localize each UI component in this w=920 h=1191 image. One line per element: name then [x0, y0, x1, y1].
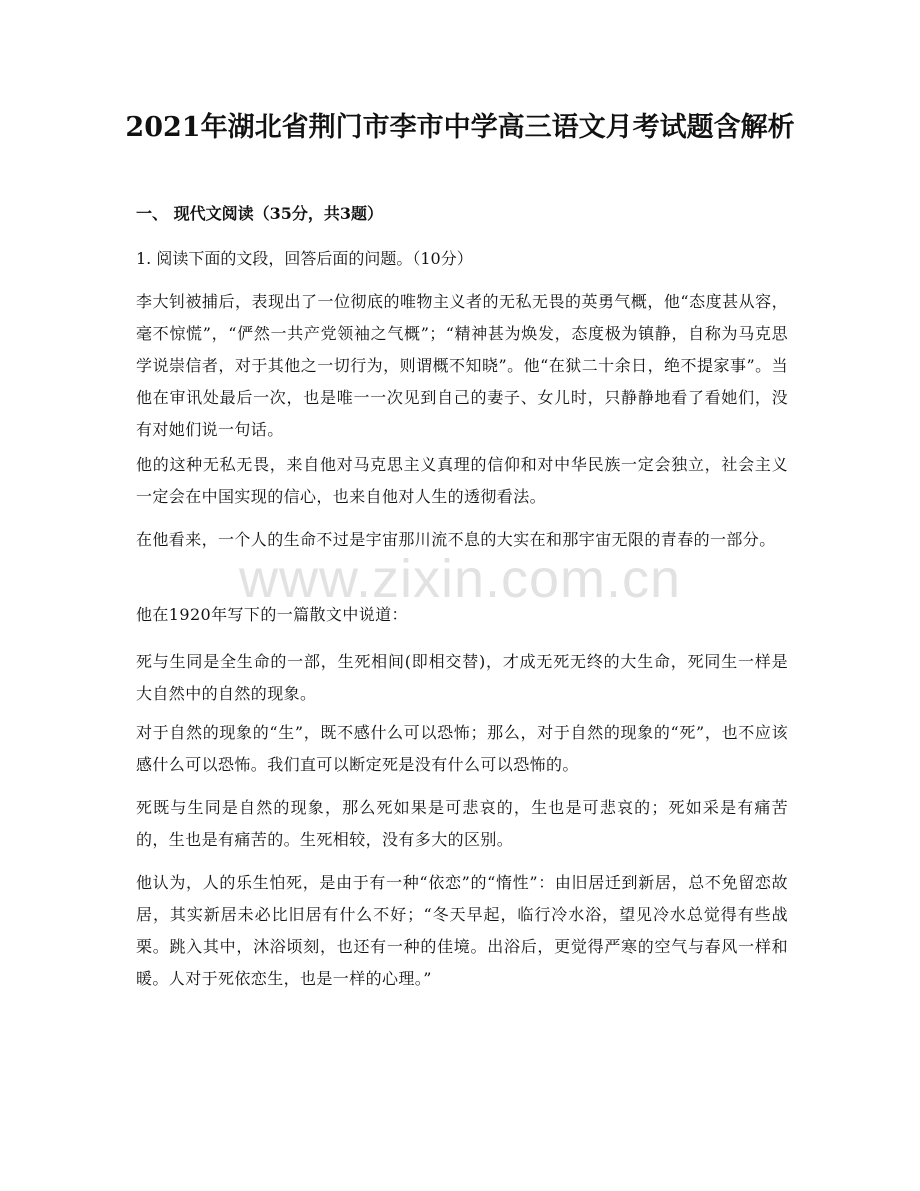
paragraph-8: 他认为，人的乐生怕死，是由于有一种“依恋”的“惰性”：由旧居迁到新居，总不免留恋故居，其实新居未必比旧居有什么不好；“冬天早起，临行冷水浴，望见冷水总觉得有些战栗。跳入其中，沐浴顷刻，也还有一种的佳境。出浴后，更觉得严寒的空气与春风一样和暖。人对于死依恋生，也是一样的心理。”	[136, 873, 788, 988]
section-heading: 一、 现代文阅读（35分，共3题）	[136, 204, 383, 223]
paragraph-6: 对于自然的现象的“生”，既不感什么可以恐怖；那么，对于自然的现象的“死”，也不应该感什么可以恐怖。我们直可以断定死是没有什么可以恐怖的。	[136, 723, 788, 774]
paragraph-7: 死既与生同是自然的现象，那么死如果是可悲哀的，生也是可悲哀的；死如采是有痛苦的，生也是有痛苦的。生死相较，没有多大的区别。	[136, 798, 788, 849]
paragraph-5: 死与生同是全生命的一部，生死相间(即相交替)，才成无死无终的大生命，死同生一样是大自然中的自然的现象。	[136, 652, 788, 703]
paragraph-3: 在他看来，一个人的生命不过是宇宙那川流不息的大实在和那宇宙无限的青春的一部分。	[136, 530, 776, 549]
question-prompt: 1. 阅读下面的文段，回答后面的问题。（10分）	[136, 249, 473, 268]
paragraph-2: 他的这种无私无畏，来自他对马克思主义真理的信仰和对中华民族一定会独立，社会主义一定会在中国实现的信心，也来自他对人生的透彻看法。	[136, 455, 788, 506]
paragraph-1: 李大钊被捕后，表现出了一位彻底的唯物主义者的无私无畏的英勇气概，他“态度甚从容，毫不惊慌”，“俨然一共产党领袖之气概”；“精神甚为焕发，态度极为镇静，自称为马克思学说崇信者，对于其他之一切行为，则谓概不知晓”。他“在狱二十余日，绝不提家事”。当他在审讯处最后一次，也是唯一一次见到自己的妻子、女儿时，只静静地看了看她们，没有对她们说一句话。	[136, 292, 788, 439]
document-title: 2021年湖北省荆门市李市中学高三语文月考试题含解析	[125, 112, 795, 143]
paragraph-4: 他在1920年写下的一篇散文中说道：	[136, 605, 408, 624]
watermark-text: www.zixin.com.cn	[238, 549, 682, 609]
